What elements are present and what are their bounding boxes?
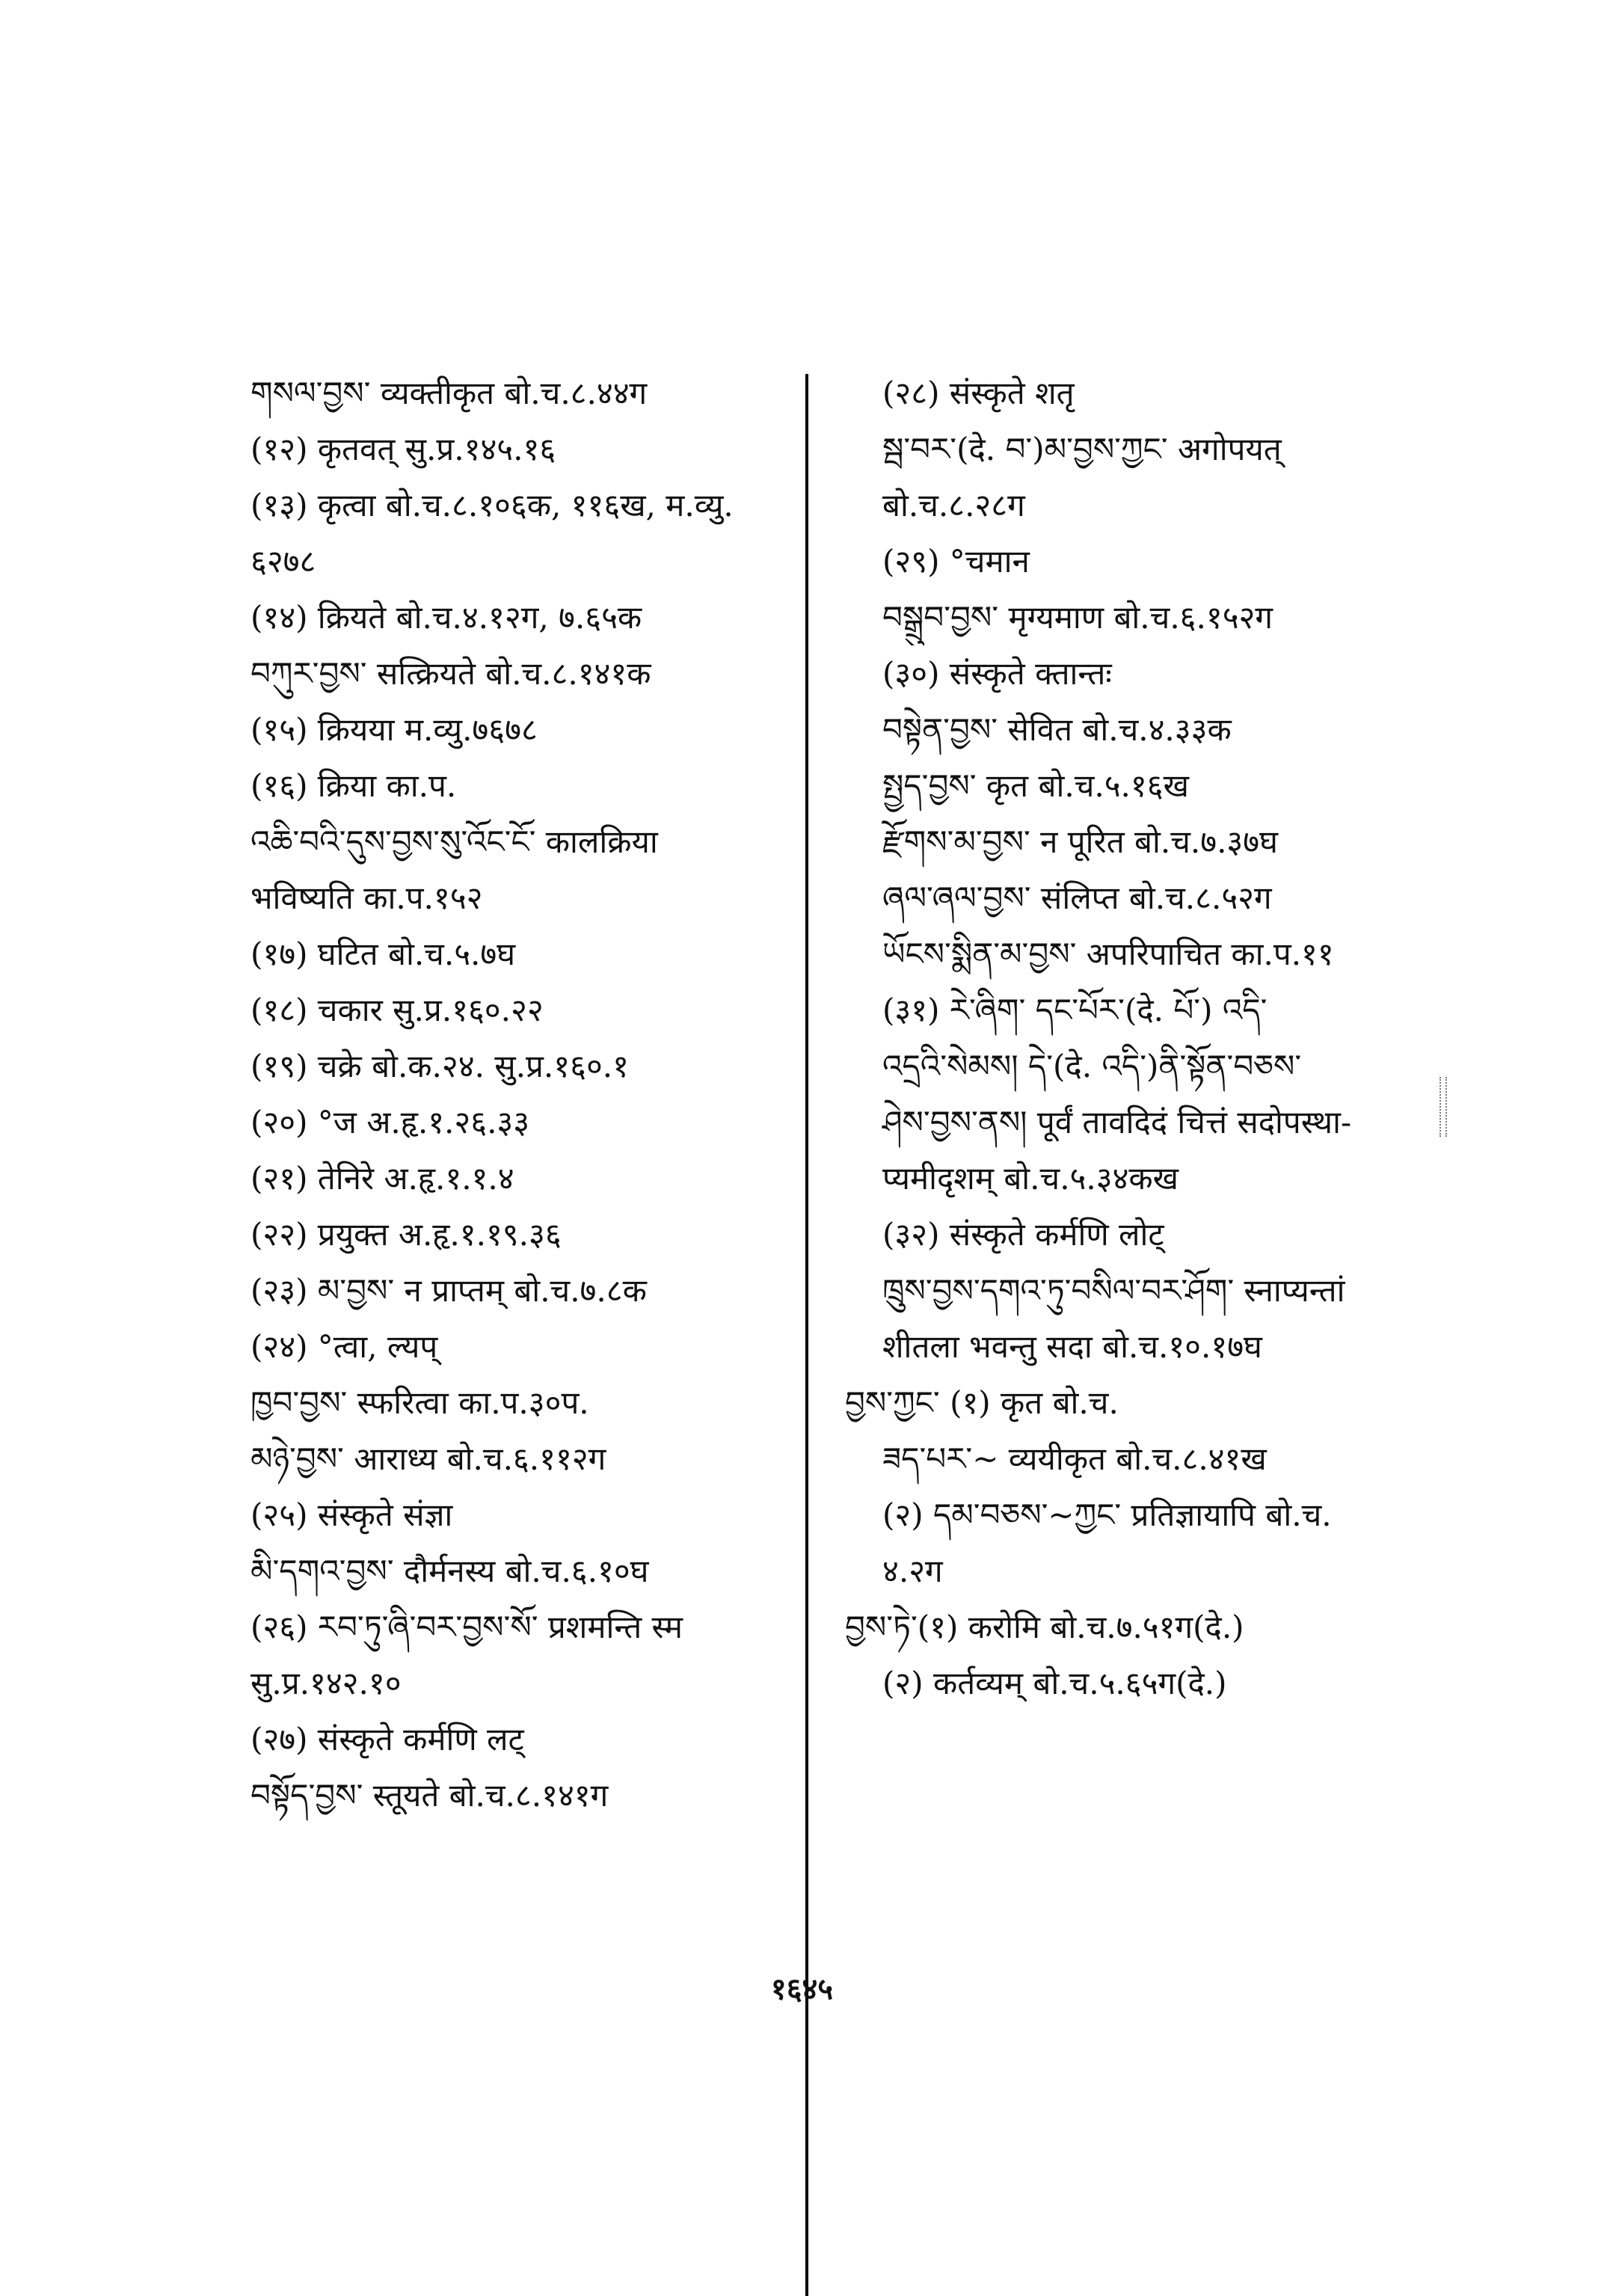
entry-line: (१९) चक्रे बो.क.२४. सु.प्र.१६०.१ [251, 1048, 629, 1084]
entry-line: (३१) རེ་ཞིག་ དང་པོར་(दे. པོ་) འདི་ [882, 992, 1267, 1028]
entry-line: शीतला भवन्तु सदा बो.च.१०.१७घ [882, 1328, 1262, 1365]
entry-line: (२३) མ་བྱས་ न प्राप्तम् बो.च.७.८क [251, 1272, 647, 1309]
entry-line: འདྲའི་སེམས། དེ་(दे. འདི་)ནི་སྟོན་བཅས་ [882, 1048, 1302, 1084]
entry-line: (२४) °त्वा, ल्यप् [251, 1328, 438, 1365]
entry-line: ६२७८ [251, 543, 316, 580]
entry-line: बो.च.८.२८ग [882, 487, 1025, 524]
margin-mark [1439, 1077, 1447, 1137]
entry-line: (२८) संस्कृते शतृ [882, 375, 1075, 411]
entry-line: (२) कर्तव्यम् बो.च.५.६५ग(दे.) [882, 1665, 1227, 1701]
entry-line: བསྒྲུབ་བྱས་ मृग्यमाण बो.च.६.१५२ग [882, 599, 1273, 636]
entry-line: རྫོགས་མ་བྱས་ न पूरित बो.च.७.३७घ [882, 823, 1278, 860]
entry-line: ཟད་པར་~ व्ययीकृत बो.च.८.४१ख [882, 1440, 1267, 1477]
entry-line: ཤེས་བྱས་ནས། पूर्वं तावदिदं चित्तं सदोपस्था- [882, 1104, 1352, 1141]
entry-line: མཉེ་བྱས་ आराध्य बो.च.६.११२ग [251, 1440, 606, 1477]
entry-line: (१६) क्रिया का.प. [251, 767, 457, 804]
entry-line: བཀུར་བྱས་ सत्क्रियते बो.च.८.१४१क [251, 655, 651, 692]
headword-line: བྱས་ཀྱང་ (१) कृत बो.च. [845, 1384, 1119, 1421]
entry-line: सु.प्र.१४२.१० [251, 1665, 402, 1701]
entry-line: (३०) संस्कृते क्तान्तः [882, 655, 1112, 692]
entry-line: (२५) संस्कृते संज्ञा [251, 1497, 453, 1533]
entry-line: (१८) चकार सु.प्र.१६०.२२ [251, 992, 544, 1028]
entry-line: (१७) घटित बो.च.५.७घ [251, 936, 516, 972]
entry-line: མི་དགའ་བྱས་ दौर्मनस्य बो.च.६.१०घ [251, 1553, 649, 1589]
entry-line: (२०) °ज अ.हृ.१.२६.३३ [251, 1104, 530, 1141]
right-column [845, 365, 1398, 1711]
entry-line: (२१) तेनिरे अ.हृ.१.१.४ [251, 1160, 514, 1197]
entry-line: བསྟོད་བྱས་ स्तूयते बो.च.८.१४१ग [251, 1777, 609, 1814]
entry-line: སྦ་བར་(दे. བ་)མ་བྱས་ཀྱང་ अगोपयत् [882, 431, 1282, 467]
entry-line: ཞལ་ཞལ་བྱས་ संलिप्त बो.च.८.५२ग [882, 880, 1272, 916]
entry-line: (१५) क्रियया म.व्यु.७६७८ [251, 711, 538, 748]
entry-line: བསྟེན་བྱས་ सेवित बो.च.४.३३क [882, 711, 1232, 748]
page-number: १६४५ [770, 1971, 834, 2007]
entry-line: (२७) संस्कृते कर्मणि लट् [251, 1721, 524, 1758]
left-column [251, 365, 796, 1823]
entry-line: (२९) °चमान [882, 543, 1030, 580]
entry-line: प्यमीदृशम् बो.च.५.३४कख [882, 1160, 1179, 1197]
entry-line: ४.२ग [882, 1553, 943, 1589]
entry-line: भविष्यति का.प.१५२ [251, 880, 483, 916]
entry-line: (२) དམ་བཅས་~ཀྱང་ प्रतिज्ञायापि बो.च. [882, 1497, 1332, 1533]
entry-line: (३२) संस्कृते कर्मणि लोट् [882, 1216, 1164, 1253]
entry-line: (१४) क्रियते बो.च.४.१२ग, ७.६५क [251, 599, 642, 636]
headword-line: བྱས་ཏེ་(१) करोमि बो.च.७.५१ग(दे.) [845, 1609, 1244, 1645]
entry-line: གསལ་བྱས་ व्यक्तीकृत बो.च.८.४४ग [251, 375, 648, 411]
entry-line: ཡོངས་སྨིན་མ་བྱས་ अपरिपाचित का.प.११ [882, 936, 1334, 972]
entry-line: (१२) कृतवत् सु.प्र.१४५.१६ [251, 431, 556, 467]
entry-line: སྤྱད་བྱས་ कृत बो.च.५.१६ख [882, 767, 1189, 804]
entry-line: ཁྲུས་བྱས་དགའ་ཏུ་བསིལ་བར་ཤོག་ स्नाप्यन्तां [882, 1272, 1345, 1309]
entry-line: (२२) प्रयुक्त अ.हृ.१.१९.३६ [251, 1216, 562, 1253]
entry-line: (१३) कृत्वा बो.च.८.१०६क, ११६ख, म.व्यु. [251, 487, 734, 524]
entry-line: (२६) རབ་ཏུ་ཞི་བར་བྱས་སོ་ प्रशमन्ति स्म [251, 1609, 683, 1645]
entry-line: འཆི་བའི་དུས་བྱས་སུ་འོང་ངོ་ कालक्रिया [251, 823, 658, 860]
entry-line: ཁྱབ་བྱས་ स्फरित्वा का.प.३०प. [251, 1384, 589, 1421]
